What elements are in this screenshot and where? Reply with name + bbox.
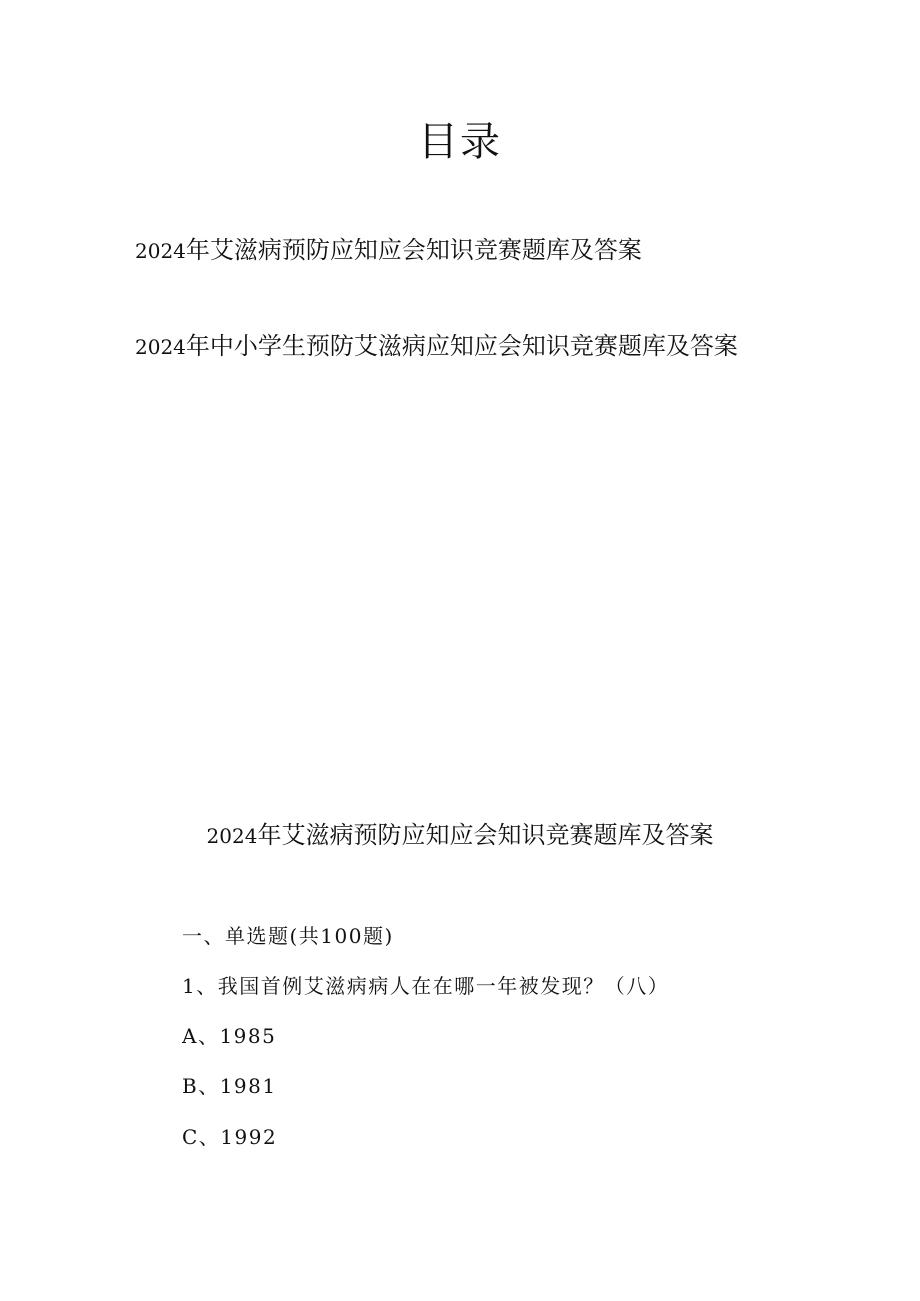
answer-option-a: A、1985 <box>182 1024 277 1048</box>
section-title-text: 年艾滋病预防应知应会知识竞赛题库及答案 <box>257 821 714 849</box>
answer-option-c: C、1992 <box>182 1125 278 1149</box>
toc-title: 目录 <box>418 119 502 165</box>
answer-option-b: B、1981 <box>182 1074 277 1098</box>
question-text: 1、我国首例艾滋病病人在在哪一年被发现？（八） <box>182 974 670 998</box>
section-title <box>0 819 920 852</box>
toc-entry <box>135 330 738 363</box>
toc-entry-text: 年艾滋病预防应知应会知识竞赛题库及答案 <box>185 236 642 264</box>
toc-entry <box>135 234 642 267</box>
section-title-year: 2024 <box>206 824 258 848</box>
toc-entry-text: 年中小学生预防艾滋病应知应会知识竞赛题库及答案 <box>185 332 738 360</box>
question-group-heading: 一、单选题(共100题) <box>182 924 394 948</box>
toc-entry-year: 2024 <box>135 335 186 359</box>
toc-entry-year: 2024 <box>135 239 186 263</box>
